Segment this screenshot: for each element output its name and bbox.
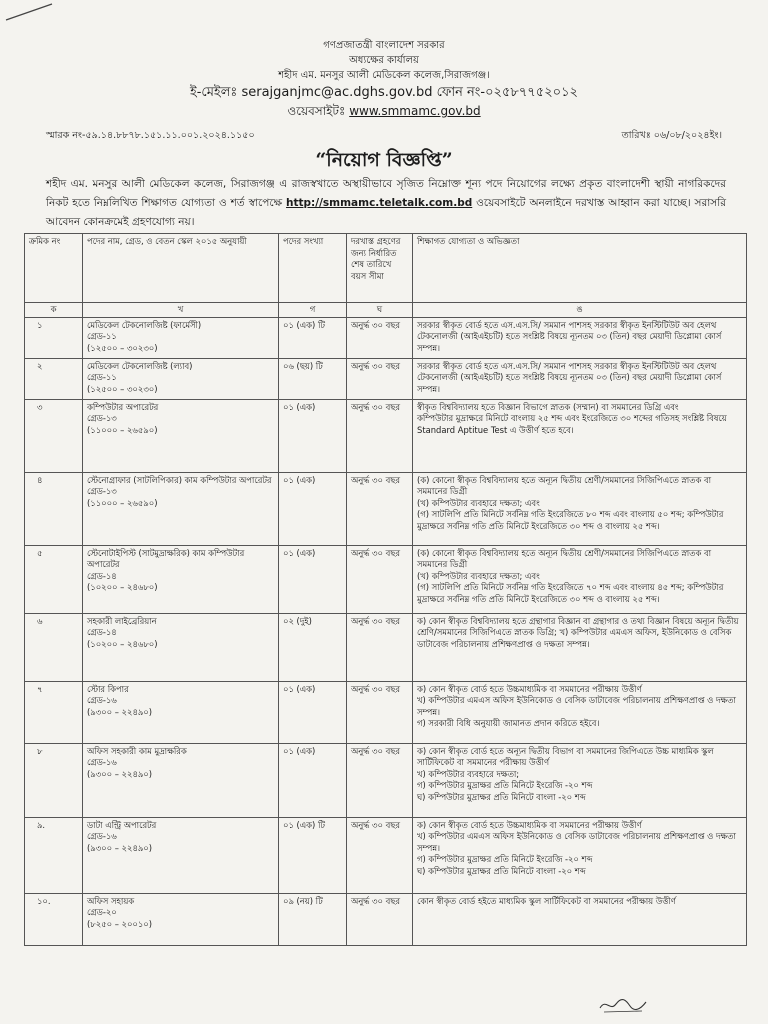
qualification-line: খ) কম্পিউটার এমএস অফিস ইউনিকোড ও বেসিক ডাটাবেজ পরিচালনায় প্রশিক্ষণপ্রাপ্ত ও দক্ষতা সম্পন্ন। bbox=[417, 695, 736, 717]
row-age-limit: অনুর্দ্ধ ৩০ বছর bbox=[347, 613, 413, 681]
row-serial: ৫ bbox=[25, 545, 83, 613]
post-line: গ্রেড-১৬ bbox=[87, 831, 117, 842]
qualification-line: সরকার স্বীকৃত বোর্ড হতে এস.এস.সি/ সমমান পাশসহ সরকার স্বীকৃত ইনস্টিটিউট অব হেলথ টেকনোলজী (আইএইচটি) হতে সংশ্লিষ্ট বিষয়ে ন্যূনতম ০৩ (তিন) বছর মেয়াদী ডিপ্লোমা কোর্স সম্পন্ন। bbox=[417, 360, 722, 394]
post-line: ডাটা এন্ট্রি অপারেটর bbox=[87, 819, 157, 830]
header-serial: ক্রমিক নং bbox=[25, 234, 83, 303]
row-qualification bbox=[413, 399, 747, 472]
row-post bbox=[83, 317, 279, 358]
memo-date: তারিখঃ ০৬/০৮/২০২৪ইং। bbox=[621, 130, 722, 141]
qualification-line: গ) সরকারী বিধি অনুযায়ী জামানত প্রদান করিতে হইবে। bbox=[417, 718, 600, 729]
table-row bbox=[25, 743, 747, 817]
row-qualification bbox=[413, 893, 747, 945]
row-serial: ৬ bbox=[25, 613, 83, 681]
post-line: গ্রেড-১৬ bbox=[87, 695, 117, 706]
row-qualification bbox=[413, 613, 747, 681]
qualification-line: ক) কোন স্বীকৃত বোর্ড হতে উচ্চমাধ্যমিক বা সমমানের পরীক্ষায় উত্তীর্ণ bbox=[417, 819, 642, 830]
qualification-line: ক) কোন স্বীকৃত বোর্ড হতে উচ্চমাধ্যমিক বা সমমানের পরীক্ষায় উত্তীর্ণ bbox=[417, 683, 642, 694]
row-post bbox=[83, 399, 279, 472]
intro-text-before: শহীদ এম. মনসুর আলী মেডিকেল কলেজ, সিরাজগঞ্জ এ রাজস্বখাতে অস্থায়ীভাবে সৃজিত নিম্নোক্ত শূন্য পদে নিয়োগের লক্ষ্যে প্রকৃত বাংলাদেশী স্থায়ী নাগরিকদের নিকট হতে নিম্নলিখিত শিক্ষাগত যোগ্যতা ও শর্ত স্বাপেক্ষে bbox=[46, 178, 726, 209]
qualification-line: কম্পিউটার মুদ্রাক্ষরে মিনিটে বাংলায় ২৫ শব্দ এবং ইংরেজিতে ৩০ শব্দের গতিসহ সংশ্লিষ্ট বিষয়ে Standard Aptitue Test এ উত্তীর্ণ হতে হবে। bbox=[417, 413, 727, 435]
post-line: গ্রেড-২০ bbox=[87, 907, 117, 918]
website-label: ওয়েবসাইটঃ bbox=[287, 104, 346, 118]
qualification-line: (ক) কোনো স্বীকৃত বিশ্ববিদ্যালয় হতে অন্যূন দ্বিতীয় শ্রেণী/সমমানের সিজিপিএতে স্নাতক বা সমমানের ডিগ্রী bbox=[417, 547, 712, 570]
intro-text-after: ওয়েবসাইটে অনলাইনে দরখাস্ত আহ্বান করা যাচ্ছে। সরাসরি আবেদন কোনক্রমেই গ্রহণযোগ্য নয়। bbox=[46, 197, 726, 228]
row-qualification bbox=[413, 545, 747, 613]
row-post bbox=[83, 358, 279, 399]
row-post bbox=[83, 681, 279, 743]
header-count: পদের সংখ্যা bbox=[279, 234, 347, 303]
table-row bbox=[25, 317, 747, 358]
letter-umo: ঙ bbox=[413, 303, 747, 318]
row-post bbox=[83, 893, 279, 945]
qualification-line: সরকার স্বীকৃত বোর্ড হতে এস.এস.সি/ সমমান পাশসহ সরকার স্বীকৃত ইনস্টিটিউট অব হেলথ টেকনোলজী (আইএইচটি) হতে সংশ্লিষ্ট বিষয়ে ন্যূনতম ০৩ (তিন) বছর মেয়াদী ডিপ্লোমা কোর্স সম্পন্ন। bbox=[417, 319, 722, 353]
post-line: গ্রেড-১৩ bbox=[87, 486, 117, 497]
row-count: ০২ (দুই) bbox=[279, 613, 347, 681]
row-serial: ১০. bbox=[25, 893, 83, 945]
row-qualification bbox=[413, 743, 747, 817]
row-serial: ৯. bbox=[25, 817, 83, 893]
post-line: (১২৫০০ – ৩০২৩০) bbox=[87, 383, 158, 394]
row-qualification bbox=[413, 681, 747, 743]
qualification-line: গ) কম্পিউটার মুদ্রাক্ষর প্রতি মিনিটে ইংরেজি -২০ শব্দ bbox=[417, 780, 593, 791]
email-address[interactable]: serajganjmc@ac.dghs.gov.bd bbox=[241, 85, 433, 100]
table-row bbox=[25, 681, 747, 743]
application-link[interactable]: http://smmamc.teletalk.com.bd bbox=[286, 197, 473, 209]
letter-kha: খ bbox=[83, 303, 279, 318]
qualification-line: ক) কোন স্বীকৃত বোর্ড হতে অন্যূন দ্বিতীয় বিভাগ বা সমমানের জিপিএতে উচ্চ মাধ্যমিক স্কুল সার্টিফিকেট বা সমমানের পরীক্ষায় উত্তীর্ণ bbox=[417, 745, 714, 768]
website-line bbox=[0, 102, 768, 121]
qualification-line: খ) কম্পিউটার ব্যবহারে দক্ষতা; bbox=[417, 768, 520, 779]
row-count: ০১ (এক) টি bbox=[279, 317, 347, 358]
post-line: (১০২০০ – ২৪৬৮০) bbox=[87, 582, 158, 593]
row-qualification bbox=[413, 317, 747, 358]
post-line: স্টেনোটাইপিস্ট (সাটমুদ্রাক্ষরিক) কাম কম্পিউটার অপারেটর bbox=[87, 547, 245, 570]
post-line: গ্রেড-১৬ bbox=[87, 757, 117, 768]
website-link[interactable]: www.smmamc.gov.bd bbox=[349, 104, 481, 118]
table-row bbox=[25, 817, 747, 893]
post-line: (৯৩০০ – ২২৪৯০) bbox=[87, 842, 153, 853]
post-line: (১০২০০ – ২৪৬৮০) bbox=[87, 638, 158, 649]
header-age: দরখাস্ত গ্রহণের জন্য নির্ধারিত শেষ তারিখে বয়স সীমা bbox=[347, 234, 413, 303]
qualification-line: (ক) কোনো স্বীকৃত বিশ্ববিদ্যালয় হতে অন্যূন দ্বিতীয় শ্রেণী/সমমানের সিজিপিএতে স্নাতক বা সমমানের ডিগ্রী bbox=[417, 474, 712, 497]
row-count: ০১ (এক) bbox=[279, 743, 347, 817]
row-serial: ৪ bbox=[25, 472, 83, 545]
post-line: (৯৩০০ – ২২৪৯০) bbox=[87, 768, 153, 779]
post-line: মেডিকেল টেকনোলজিষ্ট (ফার্মেসী) bbox=[87, 319, 202, 330]
row-count: ০১ (এক) bbox=[279, 545, 347, 613]
letterhead bbox=[0, 38, 768, 121]
office-name: অধ্যক্ষের কার্যালয় bbox=[349, 55, 419, 66]
post-line: গ্রেড-১৪ bbox=[87, 570, 117, 581]
post-line: (১২৫০০ – ৩০২৩০) bbox=[87, 342, 158, 353]
row-count: ০১ (এক) bbox=[279, 399, 347, 472]
row-serial: ২ bbox=[25, 358, 83, 399]
row-post bbox=[83, 613, 279, 681]
notice-title: “নিয়োগ বিজ্ঞপ্তি” bbox=[315, 149, 453, 171]
row-count: ০১ (এক) টি bbox=[279, 817, 347, 893]
table-row bbox=[25, 545, 747, 613]
post-line: সহকারী লাইব্রেরিয়ান bbox=[87, 615, 157, 626]
contact-line bbox=[0, 83, 768, 102]
row-count: ০১ (এক) bbox=[279, 681, 347, 743]
qualification-line: খ) কম্পিউটার এমএস অফিস ইউনিকোড ও বেসিক ডাটাবেজ পরিচালনায় প্রশিক্ষণপ্রাপ্ত ও দক্ষতা সম্পন্ন। bbox=[417, 831, 736, 853]
email-label: ই-মেইলঃ bbox=[189, 85, 238, 100]
row-post bbox=[83, 545, 279, 613]
row-count: ০৬ (ছয়) টি bbox=[279, 358, 347, 399]
vacancy-table bbox=[24, 233, 747, 946]
qualification-line: ঘ) কম্পিউটার মুদ্রাক্ষর প্রতি মিনিটে বাংলা -২০ শব্দ bbox=[417, 865, 586, 876]
signature-mark bbox=[598, 996, 648, 1014]
row-post bbox=[83, 817, 279, 893]
row-age-limit: অনুর্দ্ধ ৩০ বছর bbox=[347, 893, 413, 945]
table-row bbox=[25, 358, 747, 399]
post-line: গ্রেড-১১ bbox=[87, 331, 117, 342]
row-age-limit: অনুর্দ্ধ ৩০ বছর bbox=[347, 681, 413, 743]
row-serial: ৮ bbox=[25, 743, 83, 817]
post-line: মেডিকেল টেকনোলজিষ্ট (ল্যাব) bbox=[87, 360, 193, 371]
post-line: স্টোর কিপার bbox=[87, 683, 129, 694]
post-line: গ্রেড-১১ bbox=[87, 372, 117, 383]
intro-paragraph bbox=[46, 175, 726, 232]
row-serial: ৩ bbox=[25, 399, 83, 472]
post-line: স্টেনোগ্রাফার (সাটলিপিকার) কাম কম্পিউটার অপারেটর bbox=[87, 474, 272, 485]
row-qualification bbox=[413, 358, 747, 399]
table-row bbox=[25, 472, 747, 545]
qualification-line: কোন স্বীকৃত বোর্ড হইতে মাধ্যমিক স্কুল সার্টিফিকেট বা সমমানের পরীক্ষায় উত্তীর্ণ bbox=[417, 895, 676, 906]
phone-number: ০২৫৮৭৭৫২০১২ bbox=[485, 85, 578, 100]
row-qualification bbox=[413, 817, 747, 893]
row-age-limit: অনুর্দ্ধ ৩০ বছর bbox=[347, 545, 413, 613]
table-row bbox=[25, 893, 747, 945]
row-count: ০৯ (নয়) টি bbox=[279, 893, 347, 945]
qualification-line: (খ) কম্পিউটার ব্যবহারে দক্ষতা; এবং bbox=[417, 497, 540, 508]
institution-name: শহীদ এম. মনসুর আলী মেডিকেল কলেজ,সিরাজগঞ্জ। bbox=[278, 70, 490, 81]
row-age-limit: অনুর্দ্ধ ৩০ বছর bbox=[347, 399, 413, 472]
row-count: ০১ (এক) bbox=[279, 472, 347, 545]
post-line: (৮২৫০ – ২০০১০) bbox=[87, 918, 153, 929]
row-serial: ১ bbox=[25, 317, 83, 358]
table-row bbox=[25, 613, 747, 681]
post-line: অফিস সহকারী কাম মুদ্রাক্ষরিক bbox=[87, 745, 187, 756]
row-age-limit: অনুর্দ্ধ ৩০ বছর bbox=[347, 472, 413, 545]
qualification-line: ঘ) কম্পিউটার মুদ্রাক্ষর প্রতি মিনিটে বাংলা -২০ শব্দ bbox=[417, 791, 586, 802]
qualification-line: (গ) সাটলিপি প্রতি মিনিটে সর্বনিম্ন গতি ইংরেজিতে ৭০ শব্দ এবং বাংলায় ৪৫ শব্দ; কম্পিউটার মুদ্রাক্ষরে সর্বনিম্ন গতি প্রতি মিনিটে ইংরেজিতে ৩০ শব্দ ও বাংলায় ২৫ শব্দ। bbox=[417, 582, 724, 604]
qualification-line: ক) কোন স্বীকৃত বিশ্ববিদ্যালয় হতে গ্রন্থাগার বিজ্ঞান বা গ্রন্থাগার ও তথ্য বিজ্ঞান বিষয়ে অন্যূন দ্বিতীয় শ্রেণি/সমমানের সিজিপিএতে স্নাতক ডিগ্রি; খ) কম্পিউটার এমএস অফিস, ইউনিকোড ও বেসিক ডাটাবেজ পরিচালনায় প্রশিক্ষণপ্রাপ্ত ও দক্ষতা সম্পন্ন। bbox=[417, 615, 739, 649]
letter-gha: ঘ bbox=[347, 303, 413, 318]
row-age-limit: অনুর্দ্ধ ৩০ বছর bbox=[347, 317, 413, 358]
table-letter-row bbox=[25, 303, 747, 318]
post-line: কম্পিউটার অপারেটর bbox=[87, 401, 159, 412]
row-age-limit: অনুর্দ্ধ ৩০ বছর bbox=[347, 743, 413, 817]
post-line: গ্রেড-১৩ bbox=[87, 413, 117, 424]
post-line: (১১০০০ – ২৬৫৯০) bbox=[87, 497, 158, 508]
government-name: গণপ্রজাতন্ত্রী বাংলাদেশ সরকার bbox=[323, 40, 445, 51]
post-line: গ্রেড-১৪ bbox=[87, 627, 117, 638]
table-header-row bbox=[25, 234, 747, 303]
memo-reference: স্মারক নং-৫৯.১৪.৮৮৭৮.১৫১.১১.০০১.২০২৪.১১৫০ bbox=[46, 130, 255, 141]
letter-ga: গ bbox=[279, 303, 347, 318]
row-age-limit: অনুর্দ্ধ ৩০ বছর bbox=[347, 817, 413, 893]
post-line: (১১০০০ – ২৬৫৯০) bbox=[87, 424, 158, 435]
qualification-line: (খ) কম্পিউটার ব্যবহারে দক্ষতা; এবং bbox=[417, 570, 540, 581]
scan-pen-mark bbox=[4, 2, 54, 22]
post-line: অফিস সহায়ক bbox=[87, 895, 135, 906]
qualification-line: স্বীকৃত বিশ্ববিদ্যালয় হতে বিজ্ঞান বিভাগে স্নাতক (সম্মান) বা সমমানের ডিগ্রি এবং bbox=[417, 401, 679, 412]
header-post: পদের নাম, গ্রেড, ও বেতন স্কেল ২০১৫ অনুযায়ী bbox=[83, 234, 279, 303]
row-serial: ৭ bbox=[25, 681, 83, 743]
row-age-limit: অনুর্দ্ধ ৩০ বছর bbox=[347, 358, 413, 399]
post-line: (৯৩০০ – ২২৪৯০) bbox=[87, 706, 153, 717]
qualification-line: গ) কম্পিউটার মুদ্রাক্ষর প্রতি মিনিটে ইংরেজি -২০ শব্দ bbox=[417, 854, 593, 865]
row-qualification bbox=[413, 472, 747, 545]
table-row bbox=[25, 399, 747, 472]
row-post bbox=[83, 743, 279, 817]
table-body bbox=[25, 317, 747, 945]
qualification-line: (গ) সাটলিপি প্রতি মিনিটে সর্বনিম্ন গতি ইংরেজিতে ৮০ শব্দ এবং বাংলায় ৫০ শব্দ; কম্পিউটার মুদ্রাক্ষরে সর্বনিম্ন গতি প্রতি মিনিটে ইংরেজিতে ৩০ শব্দ ও বাংলায় ২৫ শব্দ। bbox=[417, 509, 724, 531]
phone-label: ফোন নং- bbox=[436, 85, 486, 100]
header-qualification: শিক্ষাগত যোগ্যতা ও অভিজ্ঞতা bbox=[413, 234, 747, 303]
row-post bbox=[83, 472, 279, 545]
letter-ka: ক bbox=[25, 303, 83, 318]
